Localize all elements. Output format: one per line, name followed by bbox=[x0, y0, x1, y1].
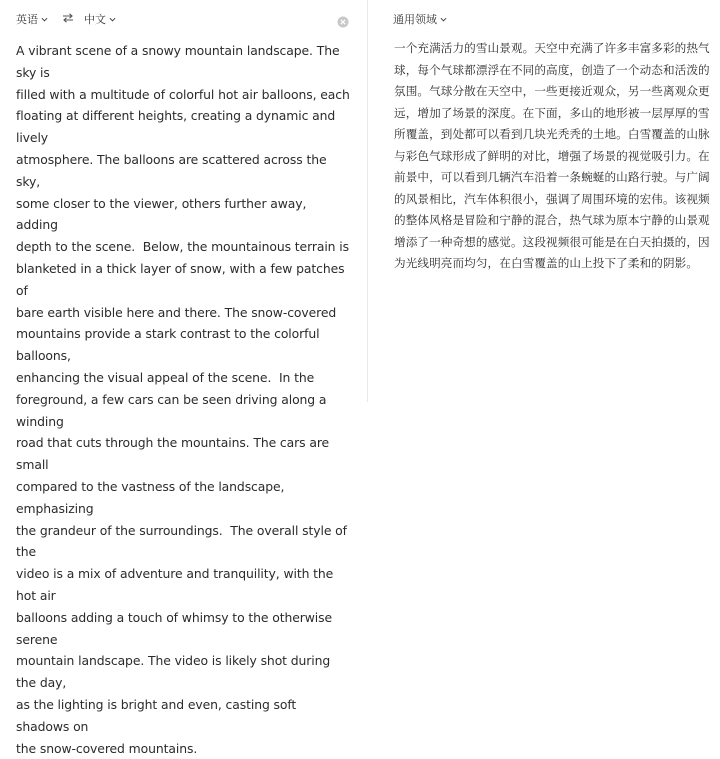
swap-languages-button[interactable] bbox=[62, 13, 74, 26]
domain-toolbar bbox=[369, 0, 720, 38]
source-language-label: 英语 bbox=[16, 13, 38, 26]
source-text-area[interactable]: A vibrant scene of a snowy mountain landscape. The sky is filled with a multitude of colorful hot air balloons, each floating at different heights, creating a dynamic and lively atmosphere. The balloons are scattered across the sky, some closer to the viewer, others further away, adding depth to the scene. Below, the mountainous terrain is blanketed in a thick layer of snow, with a few patches of bare earth visible here and there. The snow-covered mountains provide a stark contrast to the colorful balloons, enhancing the visual appeal of the scene. In the foreground, a few cars can be seen driving along a winding road that cuts through the mountains. The cars are small compared to the vastness of the landscape, emphasizing the grandeur of the surroundings. The overall style of the video is a mix of adventure and tranquility, with the hot air balloons adding a touch of whimsy to the otherwise serene mountain landscape. The video is likely shot during the day, as the lighting is bright and even, casting soft shadows on the snow-covered mountains. bbox=[16, 43, 350, 756]
domain-select[interactable] bbox=[393, 11, 447, 27]
chevron-down-icon bbox=[440, 16, 447, 23]
source-language-select[interactable] bbox=[16, 11, 48, 27]
chevron-down-icon bbox=[41, 16, 48, 23]
translation-text: 一个充满活力的雪山景观。天空中充满了许多丰富多彩的热气球，每个气球都漂浮在不同的高度，创造了一个动态和活泼的氛围。气球分散在天空中，一些更接近观众，另一些离观众更远，增加了场景的深度。在下面，多山的地形被一层厚厚的雪所覆盖，到处都可以看到几块光秃秃的土地。白雪覆盖的山脉与彩色气球形成了鲜明的对比，增强了场景的视觉吸引力。在前景中，可以看到几辆汽车沿着一条蜿蜒的山路行驶。与广阔的风景相比，汽车体积很小，强调了周围环境的宏伟。该视频的整体风格是冒险和宁静的混合，热气球为原本宁静的山景观增添了一种奇想的感觉。这段视频很可能是在白天拍摄的，因为光线明亮而均匀，在白雪覆盖的山上投下了柔和的阴影。 bbox=[394, 41, 710, 270]
swap-icon bbox=[62, 13, 74, 26]
domain-label: 通用领域 bbox=[393, 13, 437, 26]
clear-text-button[interactable] bbox=[337, 13, 349, 25]
target-language-select[interactable] bbox=[84, 11, 116, 27]
target-language-label: 中文 bbox=[84, 13, 106, 26]
chevron-down-icon bbox=[109, 16, 116, 23]
clear-icon bbox=[337, 13, 349, 32]
source-toolbar bbox=[0, 0, 367, 38]
